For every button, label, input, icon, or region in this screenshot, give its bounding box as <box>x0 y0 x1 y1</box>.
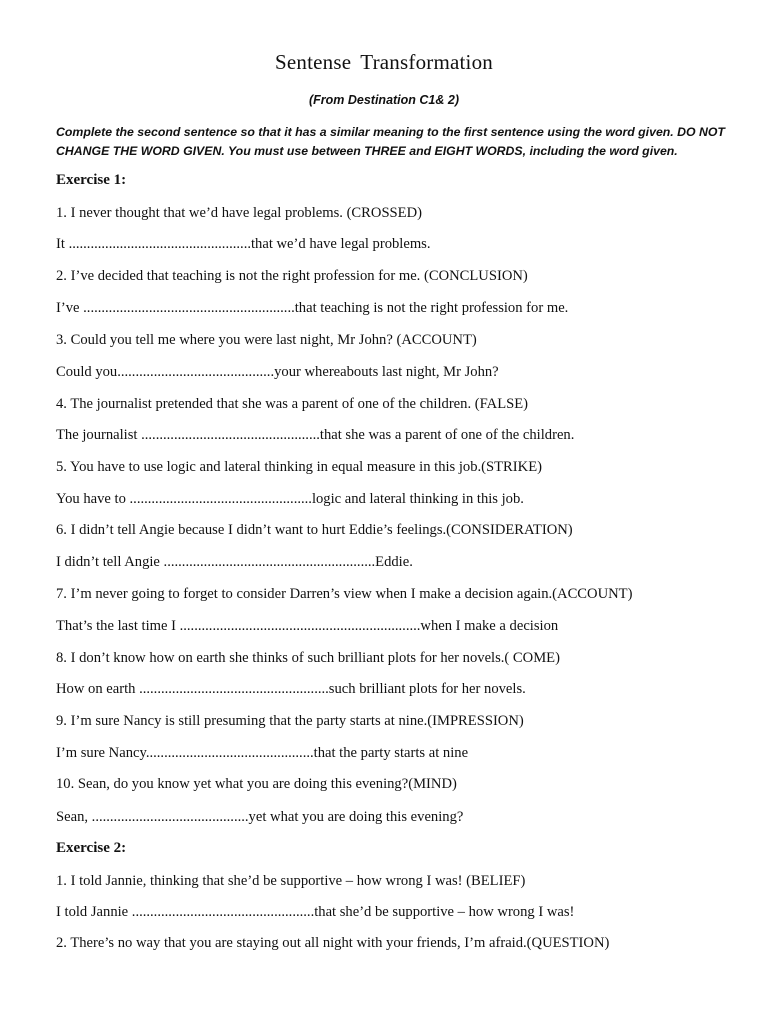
answer-line-2: I’ve ..........................................................that teaching is not the right profession for me. <box>56 300 569 316</box>
answer-line-10: Sean, ...........................................yet what you are doing this evening? <box>56 809 464 825</box>
answer-line-1: It ..................................................that we’d have legal problems. <box>56 236 431 252</box>
answer-line-4: The journalist .................................................that she was a parent of one of the children. <box>56 427 575 443</box>
question-3: 3. Could you tell me where you were last night, Mr John? (ACCOUNT) <box>56 332 477 348</box>
page-title: Sentense Transformation <box>274 50 493 74</box>
exercise-2-answer-line-1: I told Jannie ..................................................that she’d be supportive – how wrong I was! <box>56 904 575 920</box>
question-7: 7. I’m never going to forget to consider Darren’s view when I make a decision again.(ACCOUNT) <box>56 586 633 602</box>
exercise-2-question-1: 1. I told Jannie, thinking that she’d be supportive – how wrong I was! (BELIEF) <box>56 873 526 889</box>
question-6: 6. I didn’t tell Angie because I didn’t want to hurt Eddie’s feelings.(CONSIDERATION) <box>56 522 573 538</box>
answer-line-7: That’s the last time I ..................................................................when I make a decision <box>56 618 559 634</box>
exercise-2-heading: Exercise 2: <box>56 840 127 856</box>
answer-line-6: I didn’t tell Angie ..........................................................Eddie. <box>56 554 413 570</box>
question-2: 2. I’ve decided that teaching is not the right profession for me. (CONCLUSION) <box>56 268 528 284</box>
answer-line-9: I’m sure Nancy..............................................that the party starts at nine <box>56 745 469 761</box>
page-subtitle: (From Destination C1& 2) <box>308 93 459 107</box>
question-8: 8. I don’t know how on earth she thinks of such brilliant plots for her novels.( COME) <box>56 650 560 666</box>
question-9: 9. I’m sure Nancy is still presuming that the party starts at nine.(IMPRESSION) <box>56 713 524 729</box>
answer-line-5: You have to ..................................................logic and lateral thinking in this job. <box>56 491 524 507</box>
answer-line-8: How on earth ....................................................such brilliant plots for her novels. <box>56 681 526 697</box>
question-4: 4. The journalist pretended that she was a parent of one of the children. (FALSE) <box>56 396 528 412</box>
question-1: 1. I never thought that we’d have legal problems. (CROSSED) <box>56 205 422 221</box>
question-10: 10. Sean, do you know yet what you are doing this evening?(MIND) <box>56 776 457 792</box>
exercise-2-question-2: 2. There’s no way that you are staying out all night with your friends, I’m afraid.(QUESTION) <box>56 935 610 951</box>
exercise-1-heading: Exercise 1: <box>56 172 127 188</box>
instructions: Complete the second sentence so that it has a similar meaning to the first sentence using the word given. DO NOT CHANGE THE WORD GIVEN. You must use between THREE and EIGHT WORDS, including the word given. <box>56 125 725 158</box>
answer-line-3: Could you...........................................your whereabouts last night, Mr John? <box>56 364 499 380</box>
question-5: 5. You have to use logic and lateral thinking in equal measure in this job.(STRIKE) <box>56 459 542 475</box>
